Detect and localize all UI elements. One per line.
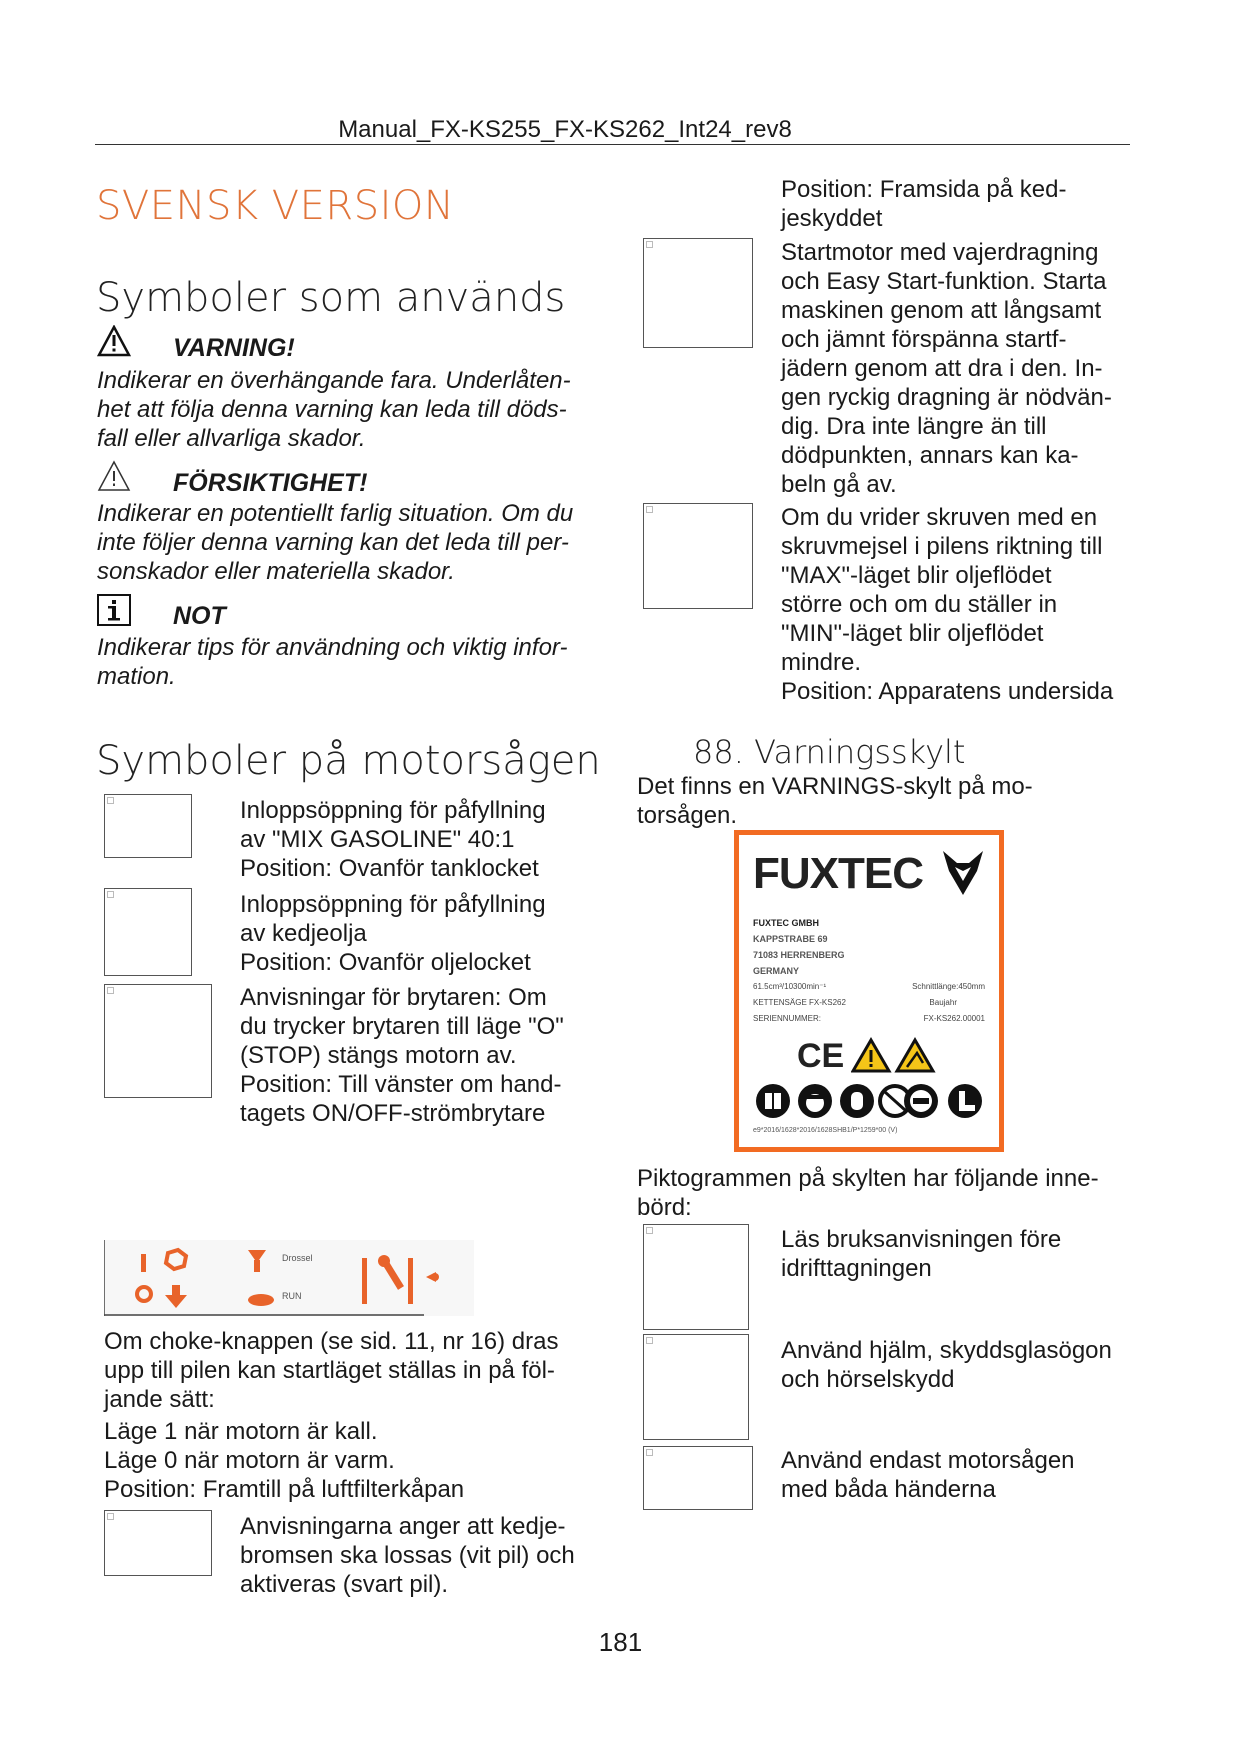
label-country: GERMANY	[753, 966, 800, 976]
label-displacement: 61.5cm³/10300min⁻¹	[753, 982, 827, 991]
caution-text: Indikerar en potentiellt farlig situation. Om du inte följer denna varning kan det leda till per- sonskador eller materiella skador.	[97, 500, 574, 585]
lever-icon	[362, 1258, 367, 1304]
label-brand: FUXTEC	[753, 849, 923, 898]
warning-text: Indikerar en överhängande fara. Underlåten- het att följa denna varning kan leda till döds- fall eller allvarliga skador.	[97, 367, 571, 452]
read-manual-pictogram	[643, 1224, 749, 1330]
label-approval: e9*2016/1628*2016/1628SHB1/P*1259*00 (V)	[753, 1127, 898, 1134]
run-icon	[248, 1294, 274, 1306]
starter-text: Startmotor med vajerdragning och Easy Start-funktion. Starta maskinen genom att långsamt och jämnt förspänna startf- jädern genom att dra i den. In- gen ryckig dragning är nödvän- dig. Dra inte längre än till dödpunkten, annars kan ka- beln gå av.	[781, 239, 1112, 498]
label-serial: SERIENNUMMER:	[753, 1014, 822, 1023]
saw-symbols-heading: Symboler på motorsågen	[96, 738, 601, 784]
pictogram-row	[753, 1081, 985, 1121]
warning-sign-intro: Det finns en VARNINGS-skylt på mo- torsågen.	[637, 773, 1033, 829]
rating-plate	[734, 830, 1004, 1152]
choke-symbol-strip	[104, 1240, 474, 1316]
chain-oil-symbol-text: Inloppsöppning för påfyllning av kedjeolja Position: Ovanför oljelocket	[240, 891, 546, 976]
chain-brake-text: Anvisningarna anger att kedje- bromsen ska lossas (vit pil) och aktiveras (svart pil).	[240, 1513, 575, 1598]
choke-position-1-icon	[141, 1254, 146, 1272]
label-city: 71083 HERRENBERG	[753, 950, 845, 960]
section-title: SVENSK VERSION	[96, 183, 455, 229]
label-serial-value: FX-KS262.00001	[923, 1014, 985, 1023]
choke-label-bottom: RUN	[282, 1291, 302, 1301]
chain-brake-symbol-image	[104, 1510, 212, 1576]
choke-text: Om choke-knappen (se sid. 11, nr 16) dras upp till pilen kan startläget ställas in på föl- jande sätt: Läge 1 när motorn är kall. Läge 0 när motorn är varm. Position: Framtill på luftfilterkåpan	[104, 1328, 559, 1503]
label-cut-length: Schnittlänge:450mm	[912, 982, 985, 991]
note-text: Indikerar tips för användning och viktig infor- mation.	[97, 634, 568, 690]
fuel-symbol-text: Inloppsöppning för påfyllning av "MIX GASOLINE" 40:1 Position: Ovanför tanklocket	[240, 797, 546, 882]
label-company: FUXTEC GMBH	[753, 918, 819, 928]
fox-logo-icon	[941, 849, 985, 897]
switch-symbol-text: Anvisningar för brytaren: Om du trycker brytaren till läge "O" (STOP) stängs motorn av. Position: Till vänster om hand- tagets ON/OFF-strömbrytare	[240, 984, 564, 1127]
pictogram-meaning-2: Använd hjälm, skyddsglasögon och hörselskydd	[781, 1337, 1112, 1393]
chain-guard-position-text: Position: Framsida på ked- jeskyddet	[781, 176, 1067, 232]
label-year: Baujahr	[929, 998, 957, 1007]
caution-title: FÖRSIKTIGHET!	[173, 469, 368, 497]
choke-label-top: Drossel	[282, 1253, 313, 1263]
oil-screw-text: Om du vrider skruven med en skruvmejsel i pilens riktning till "MAX"-läget blir oljeflödet större och om du ställer in "MIN"-läget blir oljeflödet mindre. Position: Apparatens undersida	[781, 504, 1114, 705]
label-model: KETTENSÄGE FX-KS262	[753, 998, 846, 1007]
symbols-used-heading: Symboler som används	[96, 275, 566, 321]
note-title: NOT	[173, 602, 226, 630]
warning-sign-heading: 88. Varningsskylt	[693, 733, 966, 771]
warning-title: VARNING!	[173, 334, 295, 362]
label-street: KAPPSTRABE 69	[753, 934, 828, 944]
caution-triangle-icon	[97, 460, 131, 492]
page-number: 181	[598, 1627, 643, 1657]
protective-gear-pictogram	[643, 1334, 749, 1440]
document-header: Manual_FX-KS255_FX-KS262_Int24_rev8	[338, 116, 792, 143]
oil-screw-symbol-image	[643, 503, 753, 609]
chain-oil-symbol-image	[104, 888, 192, 976]
two-hands-pictogram	[643, 1446, 753, 1510]
switch-symbol-image	[104, 984, 212, 1098]
starter-symbol-image	[643, 238, 753, 348]
choke-open-icon	[172, 1285, 180, 1295]
pictogram-meaning-1: Läs bruksanvisningen före idrifttagningen	[781, 1226, 1062, 1282]
pictogram-meaning-3: Använd endast motorsågen med båda händerna	[781, 1447, 1075, 1503]
warning-triangles	[851, 1037, 937, 1075]
warning-triangle-icon	[97, 325, 131, 357]
info-icon	[97, 594, 131, 626]
fuel-symbol-image	[104, 794, 192, 858]
header-divider	[95, 144, 1130, 145]
pictogram-meaning-intro: Piktogrammen på skylten har följande inne- börd:	[637, 1165, 1099, 1221]
ce-mark: CE	[797, 1037, 845, 1075]
